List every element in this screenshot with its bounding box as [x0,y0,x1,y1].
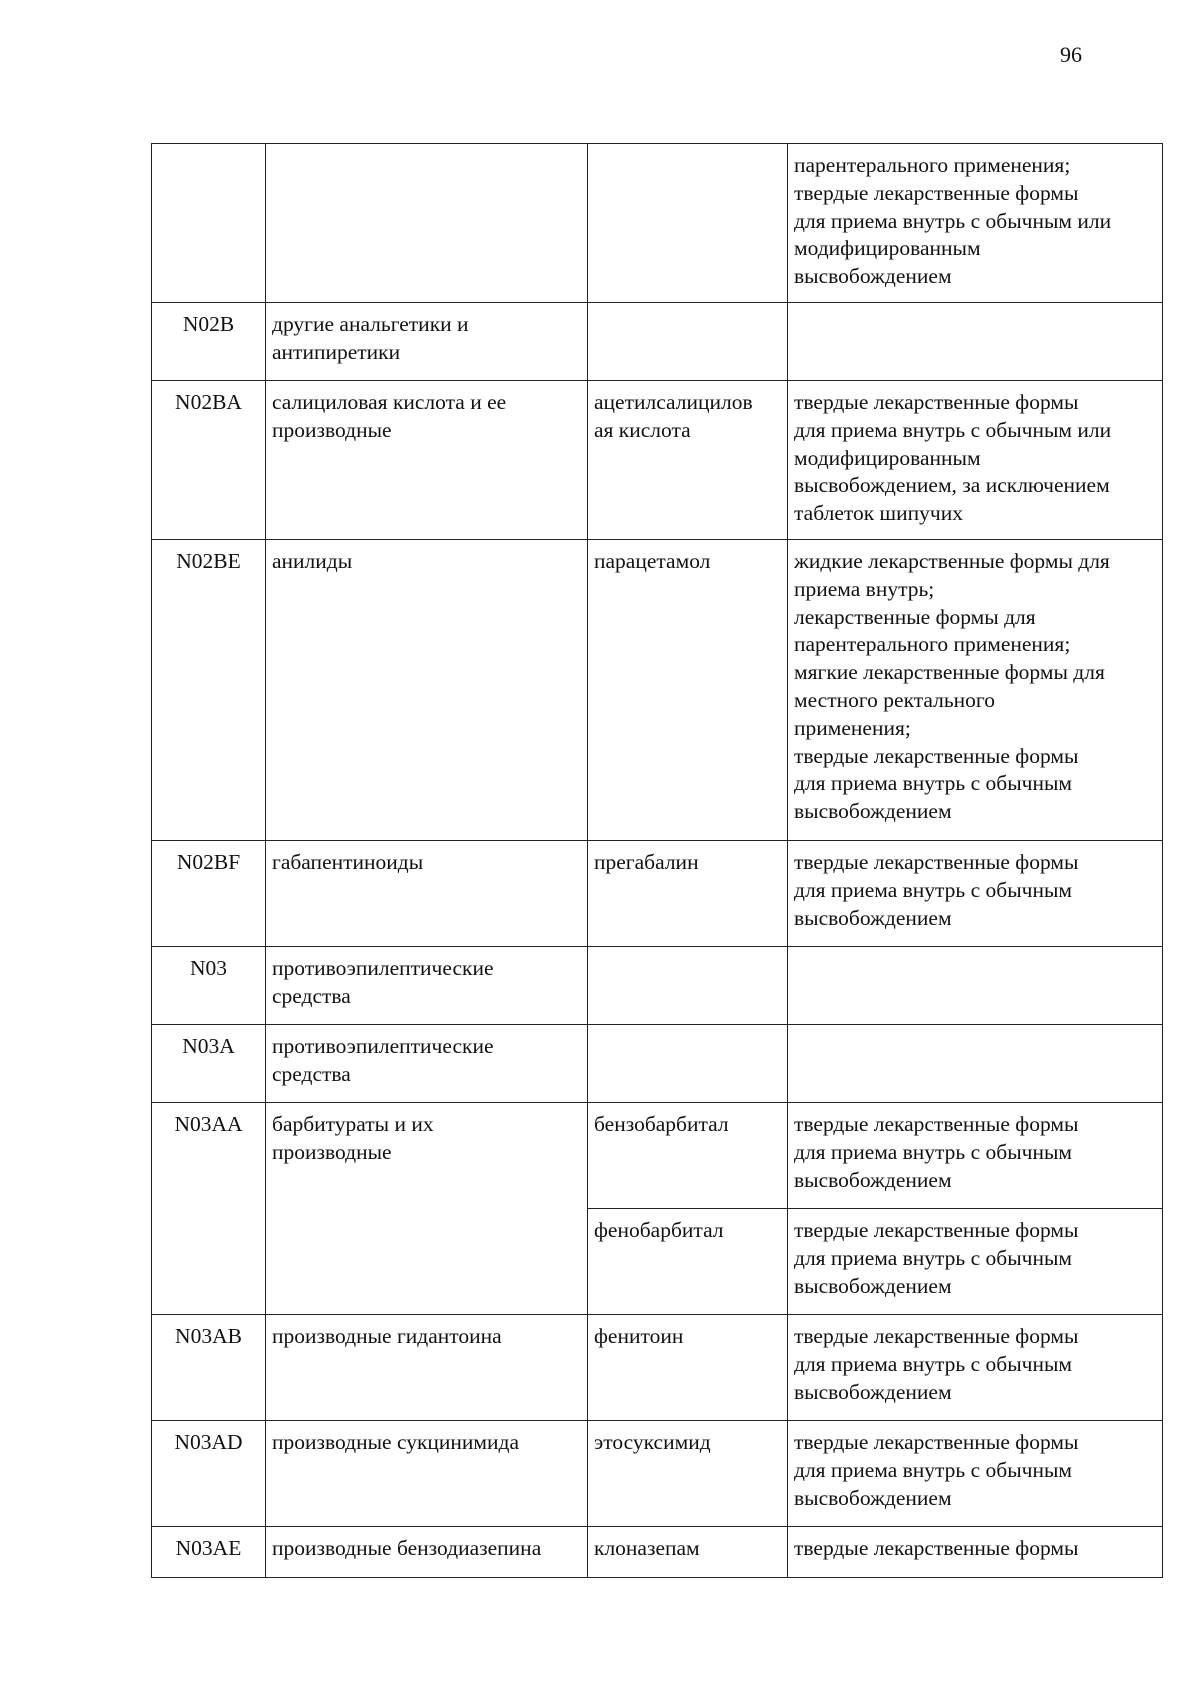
group-cell: барбитураты и их производные [266,1103,588,1315]
atc-code-cell: N03A [152,1025,266,1103]
atc-code-cell: N02B [152,303,266,381]
atc-code-cell: N03AA [152,1103,266,1315]
atc-code-cell: N03AD [152,1421,266,1527]
drug-cell [588,144,788,303]
group-cell: салициловая кислота и ее производные [266,381,588,540]
dosage-forms-cell: твердые лекарственные формы для приема внутрь с обычным или модифицированным высвобождением, за исключением таблеток шипучих [788,381,1163,540]
dosage-forms-cell: твердые лекарственные формы [788,1527,1163,1578]
group-cell [266,144,588,303]
atc-code-cell: N02BA [152,381,266,540]
table-row [152,1025,1163,1103]
group-cell: производные сукцинимида [266,1421,588,1527]
atc-code-cell: N03 [152,947,266,1025]
table-row [152,1421,1163,1527]
group-cell: габапентиноиды [266,841,588,947]
table-row [152,381,1163,540]
drug-cell: фенитоин [588,1315,788,1421]
dosage-forms-cell: парентерального применения; твердые лекарственные формы для приема внутрь с обычным или модифицированным высвобождением [788,144,1163,303]
group-cell: анилиды [266,540,588,841]
drug-table [151,143,1163,1578]
drug-cell: этосуксимид [588,1421,788,1527]
drug-cell: прегабалин [588,841,788,947]
table-row [152,947,1163,1025]
drug-cell [588,947,788,1025]
group-cell: производные гидантоина [266,1315,588,1421]
table-row [152,1527,1163,1578]
drug-cell: фенобарбитал [588,1209,788,1315]
drug-cell: клоназепам [588,1527,788,1578]
drug-cell [588,303,788,381]
table-row [152,540,1163,841]
dosage-forms-cell: твердые лекарственные формы для приема внутрь с обычным высвобождением [788,1209,1163,1315]
table-row [152,1103,1163,1209]
table-row [152,303,1163,381]
group-cell: противоэпилептические средства [266,1025,588,1103]
dosage-forms-cell [788,1025,1163,1103]
dosage-forms-cell: твердые лекарственные формы для приема внутрь с обычным высвобождением [788,1103,1163,1209]
dosage-forms-cell: твердые лекарственные формы для приема внутрь с обычным высвобождением [788,1315,1163,1421]
atc-code-cell: N02BE [152,540,266,841]
dosage-forms-cell: твердые лекарственные формы для приема внутрь с обычным высвобождением [788,841,1163,947]
drug-cell [588,1025,788,1103]
drug-cell: бензобарбитал [588,1103,788,1209]
atc-code-cell [152,144,266,303]
dosage-forms-cell [788,303,1163,381]
dosage-forms-cell: твердые лекарственные формы для приема внутрь с обычным высвобождением [788,1421,1163,1527]
atc-code-cell: N02BF [152,841,266,947]
table-row [152,841,1163,947]
atc-code-cell: N03AB [152,1315,266,1421]
drug-cell: парацетамол [588,540,788,841]
table-row [152,144,1163,303]
page-number: 96 [1060,42,1082,67]
group-cell: производные бензодиазепина [266,1527,588,1578]
drug-cell: ацетилсалицилов ая кислота [588,381,788,540]
dosage-forms-cell: жидкие лекарственные формы для приема внутрь; лекарственные формы для парентерального применения; мягкие лекарственные формы для местного ректального применения; твердые лекарственные формы для приема внутрь с обычным высвобождением [788,540,1163,841]
table-row [152,1315,1163,1421]
group-cell: другие анальгетики и антипиретики [266,303,588,381]
group-cell: противоэпилептические средства [266,947,588,1025]
atc-code-cell: N03AE [152,1527,266,1578]
dosage-forms-cell [788,947,1163,1025]
